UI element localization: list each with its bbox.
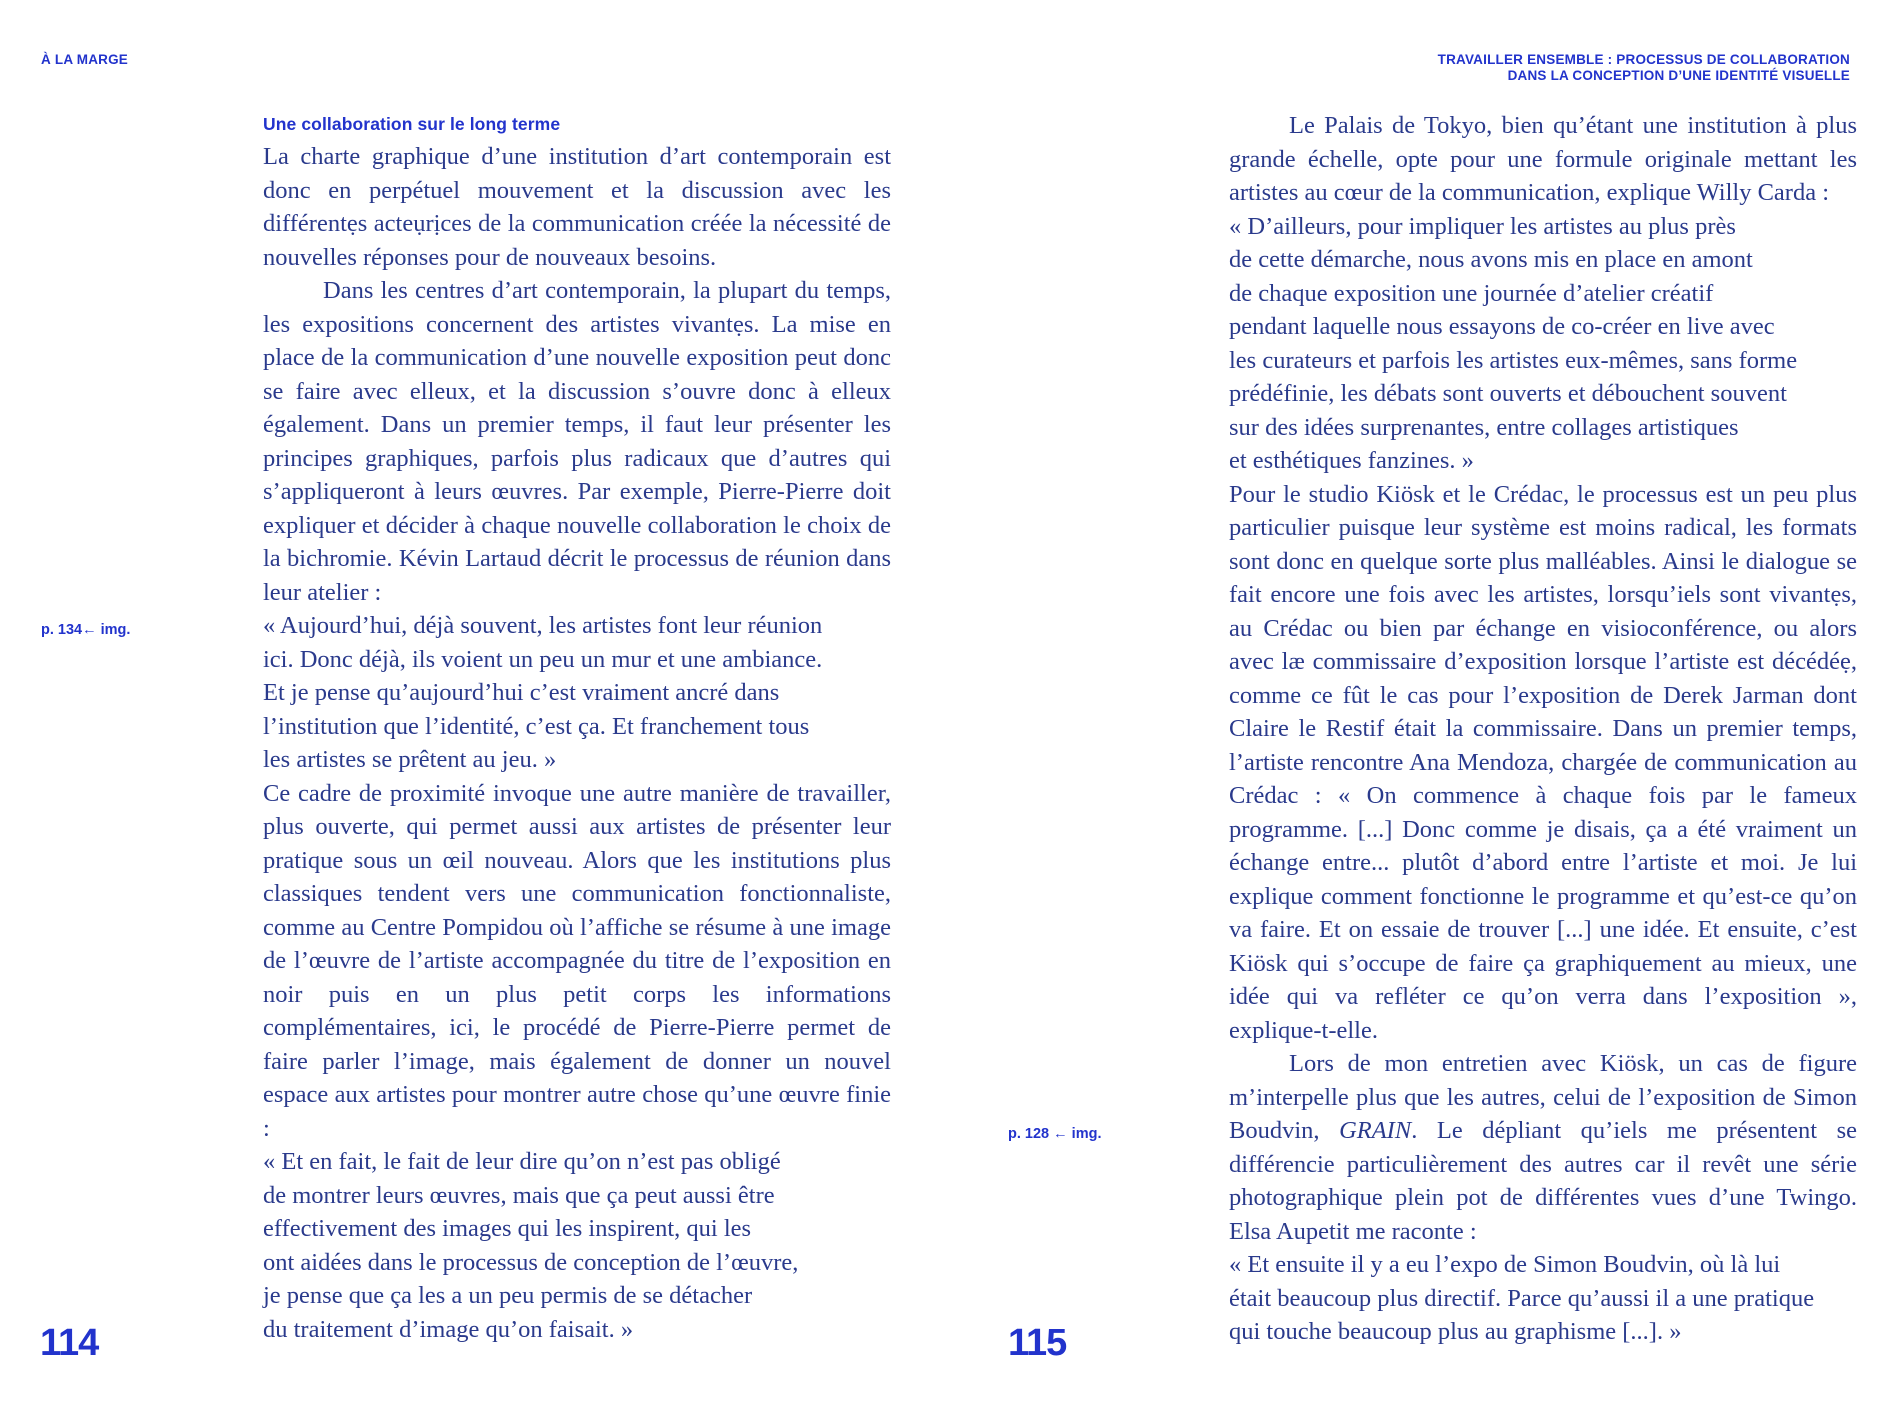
running-head-line: DANS LA CONCEPTION D’UNE IDENTITÉ VISUELLE <box>1507 68 1850 83</box>
exhibition-title: GRAIN <box>1339 1117 1412 1144</box>
running-head-right <box>1438 52 1850 84</box>
quote-line: je pense que ça les a un peu permis de se détacher <box>263 1282 753 1309</box>
quote-line: qui touche beaucoup plus au graphisme [...]. » <box>1229 1318 1682 1345</box>
quote-line: « Aujourd’hui, déjà souvent, les artistes font leur réunion <box>263 612 823 639</box>
quote-line: « Et ensuite il y a eu l’expo de Simon Boudvin, où là lui <box>1229 1251 1781 1278</box>
quote-line: sur des idées surprenantes, entre collages artistiques <box>1229 413 1739 441</box>
margin-note-image-ref: p. 134← img. <box>41 622 131 638</box>
quote-line: de cette démarche, nous avons mis en place en amont <box>1229 246 1753 273</box>
text-run: . Le dépliant qu’iels me présentent se différencie particulièrement des autres car il revêt une série photographique plein pot de différentes vues d’une Twingo. Elsa Aupetit me raconte : <box>1229 1117 1857 1245</box>
margin-note-image-ref: p. 128 ← img. <box>1008 1126 1102 1142</box>
blockquote <box>263 609 891 777</box>
quote-line: effectivement des images qui les inspirent, qui les <box>263 1215 752 1242</box>
page-number: 115 <box>1008 1322 1067 1364</box>
paragraph: Pour le studio Kiösk et le Crédac, le processus est un peu plus particulier puisque leur système est moins radical, les formats sont donc en quelque sorte plus malléables. Ainsi le dialogue se fait encore une fois avec les artistes, lorsqu’iels sont vivantẹs, au Crédac ou bien par échange en visioconférence, ou alors avec læ commissaire d’exposition lorsque l’artiste est décédéẹ, comme ce fût le cas pour l’exposition de Derek Jarman dont Claire le Restif était la commissaire. Dans un premier temps, l’artiste rencontre Ana Mendoza, chargée de communication au Crédac : « On commence à chaque fois par le fameux programme. [...] Donc comme je disais, ça a été vraiment un échange entre... plutôt d’abord entre l’artiste et moi. Je lui explique comment fonctionne le programme et qu’est-ce qu’on va faire. Et on essaie de trouver [...] une idée. Et ensuite, c’est Kiösk qui s’occupe de faire ça graphiquement au mieux, une idée qui va refléter ce qu’on verra dans l’exposition », explique-t-elle. <box>1229 480 1857 1044</box>
quote-line: de chaque exposition une journée d’atelier créatif <box>1229 279 1714 307</box>
left-text-column <box>263 140 891 1346</box>
quote-line: « Et en fait, le fait de leur dire qu’on n’est pas obligé <box>263 1148 781 1175</box>
page-number: 114 <box>40 1322 99 1364</box>
quote-line: de montrer leurs œuvres, mais que ça peut aussi être <box>263 1181 775 1209</box>
paragraph: La charte graphique d’une institution d’art contemporain est donc en perpétuel mouvement et la discussion avec les différentẹs acteụrịces de la communication créée la nécessité de nouvelles réponses pour de nouveaux besoins. <box>263 143 891 271</box>
paragraph <box>1229 1047 1857 1248</box>
quote-line: ont aidées dans le processus de conception de l’œuvre, <box>263 1248 799 1276</box>
paragraph: Le Palais de Tokyo, bien qu’étant une institution à plus grande échelle, opte pour une formule originale mettant les artistes au cœur de la communication, explique Willy Carda : <box>1229 112 1857 206</box>
text-run: Lors de mon entretien avec Kiösk, un cas de figure m’interpelle plus que les autres, celui de l’exposition de Simon Boudvin, <box>1229 1050 1857 1144</box>
quote-line: les artistes se prêtent au jeu. » <box>263 746 557 773</box>
blockquote <box>1229 210 1857 478</box>
quote-line: l’institution que l’identité, c’est ça. Et franchement tous <box>263 712 810 740</box>
quote-line: Et je pense qu’aujourd’hui c’est vraiment ancré dans <box>263 679 780 706</box>
quote-line: les curateurs et parfois les artistes eux-mêmes, sans forme <box>1229 346 1798 374</box>
quote-line: prédéfinie, les débats sont ouverts et débouchent souvent <box>1229 380 1787 407</box>
paragraph: Dans les centres d’art contemporain, la plupart du temps, les expositions concernent des artistes vivantẹs. La mise en place de la communication d’une nouvelle exposition peut donc se faire avec elleux, et la discussion s’ouvre donc à elleux également. Dans un premier temps, il faut leur présenter les principes graphiques, parfois plus radicaux que d’autres qui s’appliqueront à leurs œuvres. Par exemple, Pierre-Pierre doit expliquer et décider à chaque nouvelle collaboration le choix de la bichromie. Kévin Lartaud décrit le processus de réunion dans leur atelier : <box>263 277 891 606</box>
quote-line: « D’ailleurs, pour impliquer les artistes au plus près <box>1229 212 1736 240</box>
running-head-left: À LA MARGE <box>41 52 128 67</box>
quote-line: du traitement d’image qu’on faisait. » <box>263 1315 634 1343</box>
blockquote <box>263 1145 891 1346</box>
paragraph: Ce cadre de proximité invoque une autre manière de travailler, plus ouverte, qui permet aussi aux artistes de présenter leur pratique sous un œil nouveau. Alors que les institutions plus classiques tendent vers une communication fonctionnaliste, comme au Centre Pompidou où l’affiche se résume à une image de l’œuvre de l’artiste accompagnée du titre de l’exposition en noir puis en un plus petit corps les informations complémentaires, ici, le procédé de Pierre-Pierre permet de faire parler l’image, mais également de donner un nouvel espace aux artistes pour montrer autre chose qu’une œuvre finie : <box>263 779 891 1142</box>
quote-line: et esthétiques fanzines. » <box>1229 447 1474 474</box>
section-title: Une collaboration sur le long terme <box>263 114 561 134</box>
running-head-line: TRAVAILLER ENSEMBLE : PROCESSUS DE COLLABORATION <box>1437 52 1850 67</box>
quote-line: ici. Donc déjà, ils voient un peu un mur et une ambiance. <box>263 645 823 673</box>
quote-line: était beaucoup plus directif. Parce qu’aussi il a une pratique <box>1229 1284 1815 1312</box>
quote-line: pendant laquelle nous essayons de co-créer en live avec <box>1229 313 1775 340</box>
right-text-column <box>1229 109 1857 1349</box>
blockquote <box>1229 1248 1857 1349</box>
